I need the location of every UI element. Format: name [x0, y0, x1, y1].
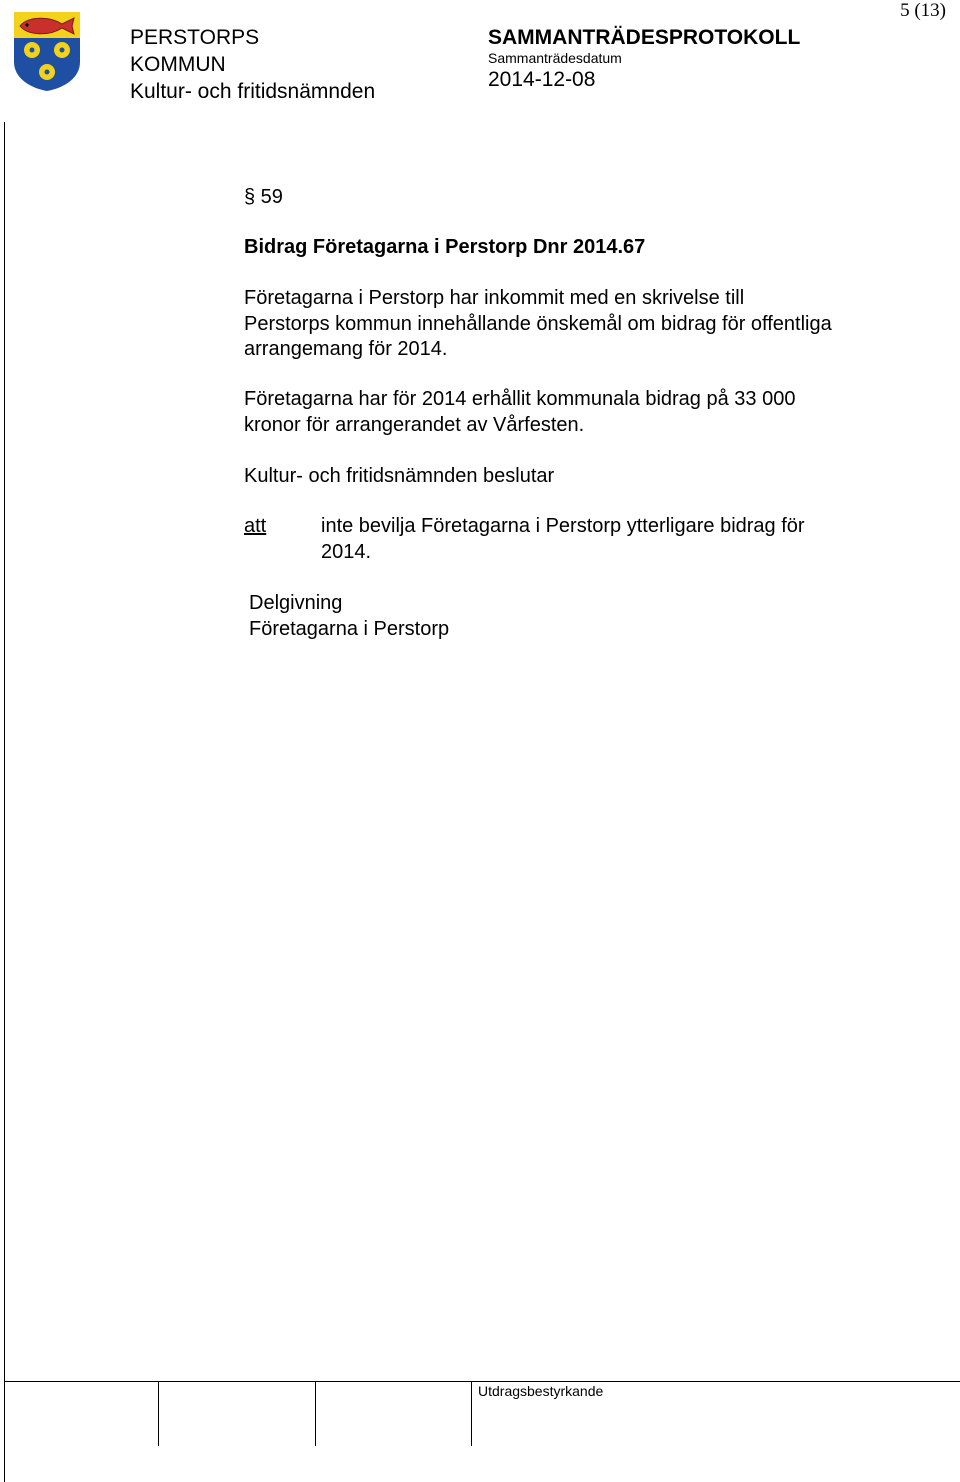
footer-divider-line — [4, 1381, 960, 1382]
signature-box-divider-3 — [471, 1381, 472, 1446]
delgivning-recipient: Företagarna i Perstorp — [249, 617, 450, 640]
org-line-3: Kultur- och fritidsnämnden — [130, 80, 376, 103]
document-title: SAMMANTRÄDESPROTOKOLL — [488, 26, 801, 49]
decision-text — [321, 514, 941, 565]
decision-intro: Kultur- och fritidsnämnden beslutar — [244, 465, 555, 487]
organization-name — [130, 24, 375, 105]
section-number: § 59 — [244, 186, 283, 208]
decision-line: inte bevilja Företagarna i Perstorp ytterligare bidrag för — [321, 515, 805, 537]
extract-certification-label: Utdragsbestyrkande — [478, 1383, 604, 1399]
meeting-date-label: Sammanträdesdatum — [488, 50, 622, 66]
paragraph-prior-grant — [244, 387, 944, 438]
paragraph-request — [244, 286, 944, 363]
meeting-date-value: 2014-12-08 — [488, 68, 596, 91]
paragraph-line: Perstorps kommun innehållande önskemål om bidrag för offentliga — [244, 312, 832, 335]
org-line-2: KOMMUN — [130, 53, 226, 76]
paragraph-line: arrangemang för 2014. — [244, 338, 448, 360]
delgivning-block — [249, 591, 449, 642]
delgivning-label: Delgivning — [249, 592, 343, 614]
signature-box-divider-2 — [315, 1381, 316, 1446]
att-label: att — [244, 515, 267, 537]
paragraph-line: Företagarna har för 2014 erhållit kommunala bidrag på 33 000 — [244, 388, 796, 410]
item-heading: Bidrag Företagarna i Perstorp Dnr 2014.67 — [244, 236, 646, 258]
paragraph-line: Företagarna i Perstorp har inkommit med en skrivelse till — [244, 287, 745, 309]
municipal-coat-of-arms-icon — [12, 10, 82, 92]
org-line-1: PERSTORPS — [130, 26, 260, 49]
signature-box-divider-1 — [158, 1381, 159, 1446]
page-number: 5 (13) — [900, 0, 946, 21]
left-margin-line — [4, 122, 5, 1482]
decision-line: 2014. — [321, 540, 372, 563]
paragraph-line: kronor för arrangerandet av Vårfesten. — [244, 413, 585, 436]
